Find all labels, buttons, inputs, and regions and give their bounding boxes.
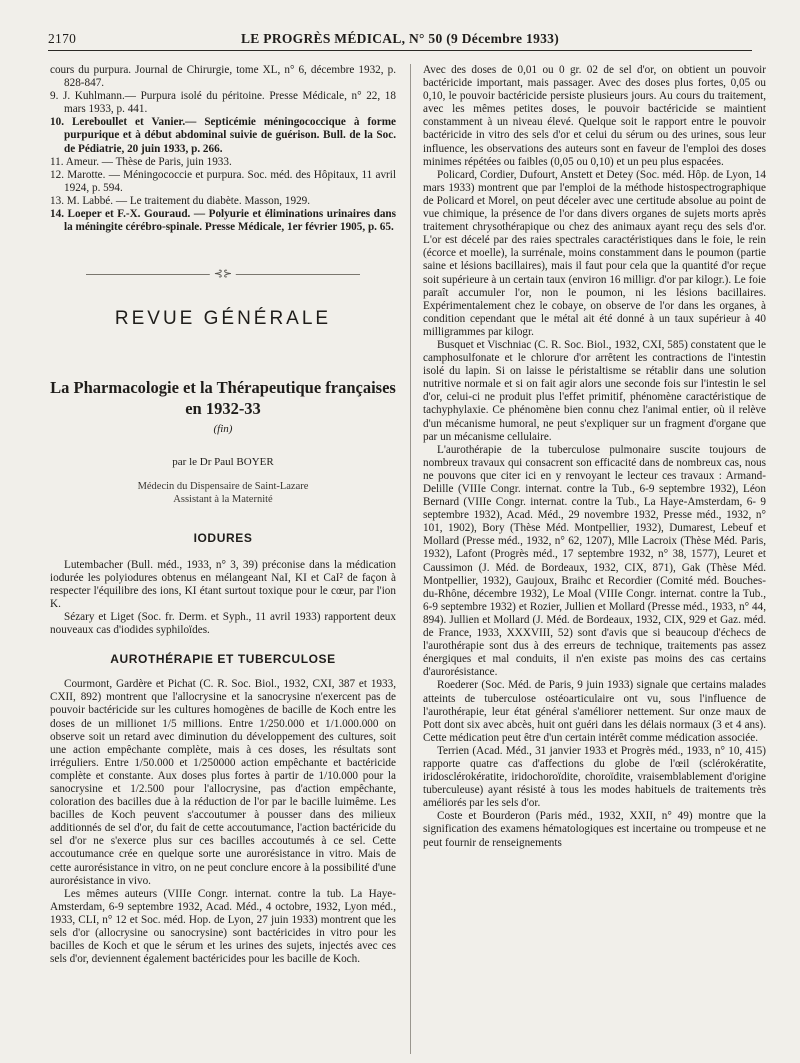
page-number: 2170 <box>48 31 77 46</box>
journal-running-title: LE PROGRÈS MÉDICAL, N° 50 (9 Décembre 1933) <box>240 31 560 46</box>
reference-item: 9. J. Kuhlmann.— Purpura isolé du péritoine. Presse Médicale, n° 22, 18 mars 1933, p. 441. <box>50 90 396 116</box>
reference-list <box>50 64 396 234</box>
body-paragraph: Sézary et Liget (Soc. fr. Derm. et Syph., 11 avril 1933) rapportent deux nouveaux cas d'iodides syphiloïdes. <box>50 610 396 637</box>
article-fin-marker: (fin) <box>213 423 233 436</box>
page-header <box>48 28 752 51</box>
reference-item: 11. Ameur. — Thèse de Paris, juin 1933. <box>50 155 232 168</box>
body-paragraph: Courmont, Gardère et Pichat (C. R. Soc. Biol., 1932, CXI, 387 et 1933, CXII, 892) montrent que l'allocrysine et la sanocrysine n'exercent pas de pouvoir bactéricide sur les cultures homogènes de bacille de Koch entre les doses de un millionet 1/5 millions. Entre 1/250.000 et 1/1.000.000 on observe soit un retard avec diminution du développement des cultures, soit une action empêchante complète, mais à ces doses, les résultats sont irréguliers. Entre 1/50.000 et 1/250000 action empêchante et bactéricide complète et constante. Aux doses plus fortes à partir de 1/10.000 pour la sanocrysine et 1/2.500 pour l'allocrysine, pas d'action empêchante, coloration des bacilles due à la réduction de l'or par le bacille luimême. Les bacilles de Koch peuvent s'accoutumer à pousser dans des milieux additionnés de sel d'or, du fait de cette accoutumance, l'action bactéricide du sel d'or ne s'exerce plus sur ces bacilles accoutumés à ce sel. Cette accoutumance crée en quelque sorte une aurorésistance in vitro. Mais de cette aurorésistance in vitro, on ne peut conclure encore à la possibilité d'une aurorésistance in vivo. <box>50 678 396 887</box>
body-paragraph: Roederer (Soc. Méd. de Paris, 9 juin 1933) signale que certains malades atteints de tuberculose ostéoarticulaire ont vu, sous l'influence de l'aurothérapie, leur état général s'améliorer nettement. Sur onze maux de Pott dont six avec abcès, huit ont guéri dans les délais normaux (3 et 4 ans). Cette médication peut être d'un certain intérêt comme médication associée. <box>423 679 766 744</box>
reference-item: 13. M. Labbé. — Le traitement du diabète. Masson, 1929. <box>50 194 311 207</box>
subsection-heading-iodures: IODURES <box>193 530 253 545</box>
article-author: par le Dr Paul BOYER <box>172 456 274 469</box>
column-divider <box>410 64 411 1054</box>
body-paragraph: Coste et Bourderon (Paris méd., 1932, XXII, n° 49) montre que la signification des examens hématologiques est incertaine ou trompeuse et ne peut fournir de renseignements <box>423 810 766 849</box>
body-paragraph: Policard, Cordier, Dufourt, Anstett et Detey (Soc. méd. Hôp. de Lyon, 14 mars 1933) montrent que par l'emploi de la méthode histospectrographique de Policard et Morel, on peut déceler avec une certitude absolue au point de vue chimique, la présence de l'or dans divers organes de sujets morts après traitement chrysothérapique ou chez des animaux ayant reçu des sels d'or. L'or est décelé par des raies spectrales caractéristiques dans le foie, le rein (écorce et moelle), la surrénale, moins constamment dans le poumon (partie saine et lésions bacillaires), mais il faut pour cela que la quantité d'or reçue soit supérieure à un certain taux (environ 16 milligr. d'or par kilogr.). Le foie paraît accumuler l'or, non le poumon, ni les lésions bacillaires. Expérimentalement chez le cobaye, on observe de l'or dans les organes, à condition cependant que le métal ait été donné à un taux supérieur à 40 milligrammes par kilogr. <box>423 168 766 338</box>
left-column <box>50 64 396 1054</box>
reference-item: 10. Lereboullet et Vanier.— Septicémie méningococcique à forme purpurique et à début abdominal suivie de guérison. Bull. de la Soc. de Pédiatrie, 20 juin 1933, p. 266. <box>50 116 396 155</box>
body-paragraph: Les mêmes auteurs (VIIIe Congr. internat. contre la tub. La Haye-Amsterdam, 6-9 septembre 1932, Acad. Méd., 4 octobre, 1932, Lyon méd., 1933, CLI, n° 12 et Soc. méd. Hop. de Lyon, 27 juin 1933) montrent que les sels d'or (allocrysine ou sanocrysine) sont bactéricides in vitro pour les bacilles de Koch et que le sérum et les urines des sujets, injectés avec ces sels d'or, deviennent également bactéricides pour les bacille de Koch. <box>50 887 396 966</box>
subsection-heading-aurotherapie: AUROTHÉRAPIE ET TUBERCULOSE <box>110 652 336 667</box>
reference-item: 14. Loeper et F.-X. Gouraud. — Polyurie et éliminations urinaires dans la méningite cérébro-spinale. Presse Médicale, 1er février 1905, p. 65. <box>50 208 396 234</box>
body-paragraph: Avec des doses de 0,01 ou 0 gr. 02 de sel d'or, on obtient un pouvoir bactéricide important, mais passager. Avec des doses plus fortes, 0,05 ou 0,10, le pouvoir bactéricide persiste plusieurs jours. Au cours du traitement, avec les mêmes petites doses, le pouvoir bactéricide se maintient constamment à un niveau élevé. Quelque soit le rapport entre le pouvoir bactéricide in vitro des sels d'or et celui du sérum ou des urines, sous leur influence, les observations des auteurs sont en faveur de l'emploi des doses minimes répétées ou faibles (0,05 ou 0,10) et un peu plus espacées. <box>423 64 766 168</box>
body-paragraph: Lutembacher (Bull. méd., 1933, n° 3, 39) préconise dans la médication iodurée les polyiodures obtenus en mélangeant NaI, KI et CaI² de façon à respecter l'équilibre des ions, KI étant surtout toxique pour le cœur, par l'ion K. <box>50 558 396 610</box>
body-paragraph: L'aurothérapie de la tuberculose pulmonaire suscite toujours de nombreux travaux qui consacrent son efficacité dans de nombreux cas, nous ne pouvons que citer ici en y renvoyant le lecteur ces travaux : Armand-Delille (VIIIe Congr. internat. contre la Tub., 6-9 septembre 1932), Léon Bernard (VIIIe Congr. internat. contre la Tub., La Haye-Amsterdam, 6- 9 septembre 1932), Acad. Méd., 29 novembre 1932, Presse méd., 1932, n° 101, 1902), Bory (Thèse Méd. Montpellier, 1932), Dumarest, Lebeuf et Mollard (Presse méd., 1932, n° 62, 1207), Mlle Lacroix (Thèse Méd. Paris, 1932), Lafont (Progrès méd., 17 septembre 1932, n° 38, 1577), Leuret et Caussimon (J. Méd. de Bordeaux, 1932, CIX, 871), Gak (Thèse Méd. Montpellier, 1932), Gaujoux, Braihc et Recordier (Comité méd. Bouches-du-Rhône, décembre 1932), Le Moal (VIIIe Congr. internat. contre la Tub., 6-9 septembre 1932) et Rozier, Jullien et Mollard (Presse méd., 1933, n° 44, 894). Jullien et Mollard (J. Méd. de Bordeaux, 1932, CIX, 929 et Gaz. méd. de France, 1933, XXXVIII, 52) sont d'avis que si beaucoup d'échecs de l'aurothérapie sont dus à des erreurs de technique, traitements pas assez énergiques et mal conduits, il n'en existe pas moins des cas certains d'aurorésistance. <box>423 443 766 679</box>
article-title: La Pharmacologie et la Thérapeutique françaises en 1932-33 <box>50 378 396 419</box>
body-paragraph: Terrien (Acad. Méd., 31 janvier 1933 et Progrès méd., 1933, n° 10, 415) rapporte quatre cas d'affections du globe de l'œil (sclérokératite, iridosclérokératite, iridochoroïdite, choroïdite, vraisemblablement d'origine tuberculeuse) ayant résisté à tous les modes habituels de traitements très améliorés par les sels d'or. <box>423 744 766 810</box>
author-affiliation: Médecin du Dispensaire de Saint-Lazare Assistant à la Maternité <box>137 480 309 505</box>
reference-item: 12. Marotte. — Méningococcie et purpura. Soc. méd. des Hôpitaux, 11 avril 1924, p. 594. <box>50 168 396 194</box>
reference-item: cours du purpura. Journal de Chirurgie, tome XL, n° 6, décembre 1932, p. 828-847. <box>50 64 396 90</box>
section-ornament: ⊰⊱ <box>50 268 396 280</box>
body-paragraph: Busquet et Vischniac (C. R. Soc. Biol., 1932, CXI, 585) constatent que le camphosulfonate et le chlorure d'or arrêtent les contractions de l'intestin isolé du lapin. Si on laisse le péristaltisme se rétablir dans une solution nutritive normale et si on fait agir alors une seconde fois sur l'intestin le sel d'or, celui-ci ne produit plus l'effet primitif, phénomène caractéristique de tachyphylaxie. Ce phénomène bien connu chez l'animal entier, où il relève d'un mécanisme humoral, ne peut s'expliquer sur un fragment d'organe que par un mécanisme cellulaire. <box>423 338 766 443</box>
right-column <box>423 64 766 1054</box>
section-heading-revue-generale: REVUE GÉNÉRALE <box>114 308 332 330</box>
